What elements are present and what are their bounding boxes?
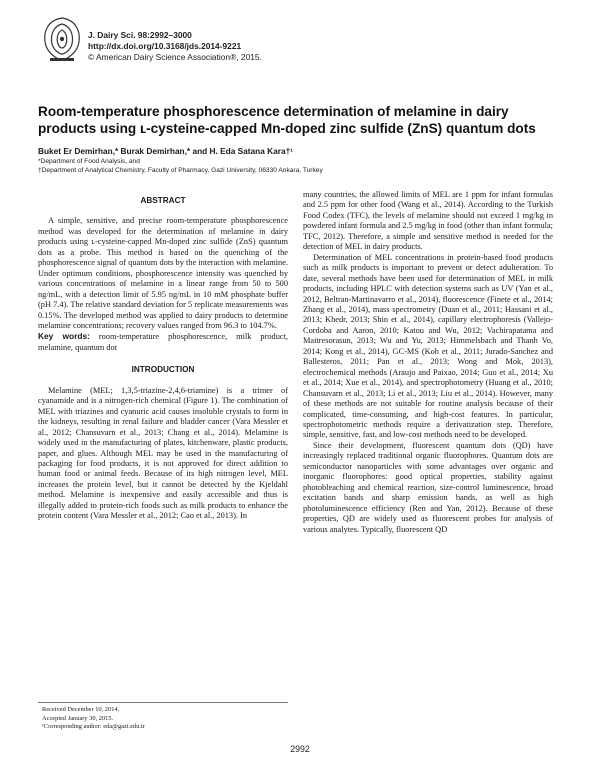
corresponding-author: ¹Corresponding author: eda@gazi.edu.tr [42, 723, 145, 731]
right-paragraph-3: Since their development, fluorescent quantum dots (QD) have increasingly replaced traditional organic fluorophores. Quantum dots are semiconductor nanoparticles with some advantages over organic and inorganic fluorophores: good optical properties, stability against photobleaching and chemical reaction, size-control luminescence, broad excitation bands and sharp emission bands, as well as high photoluminescence efficiency (Ren and Yan, 2012). Because of these properties, QD are widely used as fluorescent probes for analysis of various analytes. Typically, fluorescent QD [303, 440, 553, 534]
journal-logo [38, 14, 86, 64]
page-number: 2992 [290, 744, 310, 754]
citation: J. Dairy Sci. 98:2992–3000 [88, 30, 192, 40]
abstract-text: A simple, sensitive, and precise room-temperature phosphorescence method was developed for the determination of melamine in dairy products using ʟ-cysteine-capped Mn-doped zinc sulfide (ZnS) quantum dots as a probe. This method is based on the quenching of the phosphorescence signal of quantum dots by the interaction with melamine. Under optimum conditions, phosphorescence intensity was quenched by various concentrations of melamine in a linear range from 50 to 500 ng/mL, with a detection limit of 5.95 ng/mL in 10 mM phosphate buffer (pH 7.4). The relative standard deviation for 5 replicate measurements was 0.15%. The developed method was applied to dairy products to determine melamine concentrations; recovery values ranged from 96.3 to 104.7%. [38, 216, 288, 330]
keywords-text: room-temperature phosphorescence, milk product, melamine, quantum dot [38, 332, 288, 352]
affiliation-1: *Department of Food Analysis, and [38, 158, 140, 165]
journal-info [88, 30, 262, 63]
footnotes [38, 702, 288, 732]
right-column [303, 190, 553, 535]
doi-link[interactable]: http://dx.doi.org/10.3168/jds.2014-9221 [88, 41, 242, 51]
copyright: © American Dairy Science Association®, 2015. [88, 52, 262, 62]
authors: Buket Er Demirhan,* Burak Demirhan,* and H. Eda Satana Kara†¹ [38, 146, 293, 156]
left-column [38, 196, 288, 522]
intro-paragraph-1: Melamine (MEL; 1,3,5-triazine-2,4,6-triamine) is a trimer of cyanamide and is a nitrogen-rich chemical (Figure 1). The combination of MEL with triazines and cyanuric acid causes insoluble crystals to form in the kidneys, resulting in renal failure and bladder cancer (Vara Messler et al., 2012; Chansuvarn et al., 2013; Chang et al., 2014). Melamine is widely used in the manufacturing of plates, kitchenware, plastic products, paper, and glues. Although MEL may be used in the manufacturing of packaging for food products, it is not approved for direct addition to human food or animal feeds. Because of its high nitrogen level, MEL increases the protein level, but it cannot be detected by the Kjeldahl method. Melamine is inexpensive and easily accessible and thus is illegally added to protein-rich foods such as milk products to enhance the protein content (Vara Messler et al., 2012; Cao et al., 2013). In [38, 385, 288, 521]
right-paragraph-1: many countries, the allowed limits of MEL are 1 ppm for infant formulas and 2.5 ppm for other food (Wang et al., 2014). According to the Turkish Food Codex (TFC), the levels of melamine should not exceed 1 mg/kg in powdered infant formula and 2.5 mg/kg in food (other than infant formula; TFC, 2012). Therefore, a simple and sensitive method is needed for the detection of MEL in dairy products. [303, 190, 553, 252]
article-title: Room-temperature phosphorescence determination of melamine in dairy products using ʟ-cysteine-capped Mn-doped zinc sulfide (ZnS) quantum dots [38, 104, 536, 136]
accepted-date: Accepted January 30, 2015. [42, 714, 114, 722]
right-paragraph-2: Determination of MEL concentrations in protein-based food products such as milk products is important to prevent or detect adulteration. To date, several methods have been used for determination of MEL in milk products, including HPLC with detection systems such as UV (Yan et al., 2012, Beltran-Martinavarro et al., 2014), fluorescence (Finete et al., 2014; Zhang et al., 2014), mass spectrometry (Duan et al., 2011; Hassani et al., 2013; Khedr, 2013; Shin et al., 2014), capillary electrophoresis (Vallejo-Cordoba and Aaron, 2010; Katou and Wu, 2012; Vachirapatama and Maitresorasun, 2013; Wu and Yu, 2013; Himmelsbach and Thanh Vo, 2014; Kong et al., 2014), GC-MS (Koh et al., 2011; Jurado-Sanchez and Ballesteros, 2011; Pan et al., 2013; Wong and Mok, 2013), electrochemical methods (Araujo and Paixao, 2014; Guo et al., 2014; Xu et al., 2014; Xue et al., 2014), and spectrophotometry (Huang et al., 2010; Chansuvarn et al., 2013; Li et al., 2013; Liu et al., 2014). However, many of these methods are not suitable for routine analysis because of their complicated, time-consuming, and high-cost features. In particular, spectrophotometric methods require a derivatization step. Therefore, simple, sensitive, fast, and low-cost methods need to be developed. [303, 252, 553, 440]
affiliation-2: †Department of Analytical Chemistry, Faculty of Pharmacy, Gazi University, 06330 Ankara, Turkey [38, 167, 323, 174]
received-date: Received December 10, 2014. [42, 706, 120, 713]
affiliations [38, 157, 323, 175]
keywords-label: Key words: [38, 331, 90, 342]
keywords [38, 331, 288, 353]
abstract-heading: ABSTRACT [140, 196, 186, 205]
introduction-heading: INTRODUCTION [131, 365, 195, 375]
